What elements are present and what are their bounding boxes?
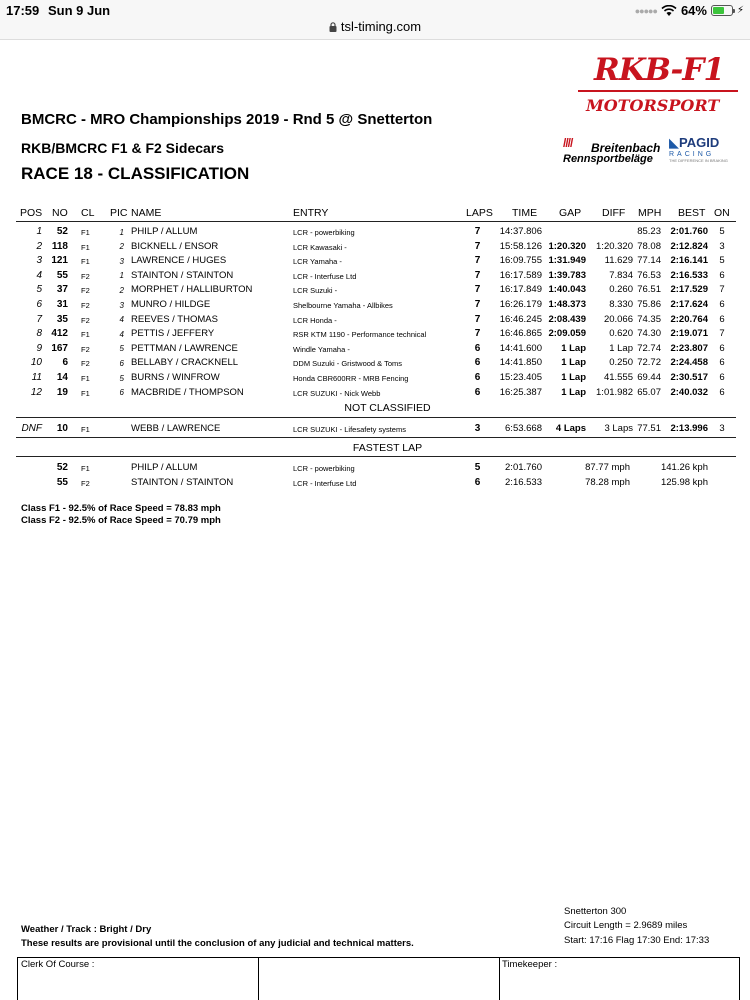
pagid-logo bbox=[669, 135, 739, 165]
on-cell: 6 bbox=[719, 386, 725, 398]
col-gap: GAP bbox=[559, 207, 582, 219]
pos-cell: 6 bbox=[36, 299, 42, 310]
col-no: NO bbox=[52, 207, 68, 219]
diff-cell: 1:01.982 bbox=[596, 386, 633, 398]
number-cell: 10 bbox=[56, 423, 68, 434]
best-cell: 2:20.764 bbox=[670, 313, 708, 325]
table-row bbox=[0, 255, 750, 270]
diff-cell: 11.629 bbox=[604, 255, 633, 267]
col-pos: POS bbox=[20, 207, 43, 219]
pos-cell: 8 bbox=[36, 328, 42, 340]
status-date: Sun 9 Jun bbox=[48, 3, 111, 18]
entry-cell: Shelbourne Yamaha - Allbikes bbox=[293, 301, 393, 310]
best-cell: 2:17.529 bbox=[670, 284, 708, 296]
gap-cell: 1 Lap bbox=[561, 372, 586, 383]
on-cell: 6 bbox=[719, 372, 725, 383]
time-cell: 16:46.865 bbox=[499, 328, 542, 340]
race-times: Start: 17:16 Flag 17:30 End: 17:33 bbox=[564, 935, 710, 946]
entry-cell: LCR - powerbiking bbox=[293, 464, 355, 473]
on-cell: 6 bbox=[719, 342, 725, 354]
best-cell: 2:23.807 bbox=[670, 342, 708, 354]
mph-cell: 69.44 bbox=[637, 372, 661, 383]
pos-cell: 12 bbox=[30, 386, 42, 398]
col-diff: DIFF bbox=[602, 207, 626, 219]
table-row bbox=[0, 328, 750, 343]
table-row bbox=[0, 372, 750, 387]
number-cell: 37 bbox=[56, 284, 68, 296]
name-cell: MACBRIDE / THOMPSON bbox=[131, 386, 244, 398]
number-cell: 121 bbox=[51, 255, 68, 267]
diff-cell: 8.330 bbox=[609, 299, 633, 310]
pos-cell: DNF bbox=[21, 423, 42, 434]
pagid-name-text: PAGID bbox=[679, 135, 720, 150]
fastest-lap-row bbox=[0, 462, 750, 477]
number-cell: 55 bbox=[56, 269, 68, 281]
breitenbach-name: Breitenbach bbox=[591, 141, 661, 155]
diff-cell: 0.260 bbox=[609, 284, 633, 296]
gap-cell: 1:20.320 bbox=[548, 240, 586, 252]
entry-cell: LCR Suzuki - bbox=[293, 286, 338, 296]
laps-cell: 3 bbox=[474, 423, 481, 434]
gap-cell: 4 Laps bbox=[555, 423, 586, 434]
class-cell: F1 bbox=[81, 330, 90, 340]
on-cell: 6 bbox=[719, 313, 725, 325]
class-cell: F2 bbox=[81, 286, 90, 296]
on-cell: 6 bbox=[719, 299, 725, 310]
pagid-sub: RACING bbox=[669, 151, 715, 158]
laps-cell: 6 bbox=[474, 372, 481, 383]
pos-cell: 5 bbox=[36, 284, 42, 296]
laps-cell: 7 bbox=[474, 299, 481, 310]
pic-cell: 3 bbox=[119, 256, 124, 266]
pos-cell: 10 bbox=[30, 357, 42, 369]
time-cell: 16:17.849 bbox=[499, 284, 542, 296]
pos-cell: 2 bbox=[36, 240, 42, 252]
number-cell: 167 bbox=[51, 342, 68, 354]
pos-cell: 1 bbox=[36, 226, 42, 237]
diff-cell: 20.066 bbox=[603, 313, 633, 325]
col-name: NAME bbox=[131, 207, 162, 219]
laps-cell: 6 bbox=[474, 386, 481, 398]
class-cell: F1 bbox=[81, 374, 90, 383]
pos-cell: 3 bbox=[36, 255, 42, 267]
battery-fill bbox=[713, 7, 725, 14]
mph-cell: 65.07 bbox=[637, 386, 661, 398]
pagid-name bbox=[669, 135, 739, 151]
best-cell: 2:30.517 bbox=[670, 372, 708, 383]
class-cell: F2 bbox=[81, 271, 90, 281]
on-cell: 7 bbox=[719, 284, 725, 296]
col-entry: ENTRY bbox=[293, 207, 329, 219]
signature-box bbox=[17, 957, 740, 1000]
laps-cell: 6 bbox=[474, 342, 481, 354]
number-cell: 118 bbox=[51, 240, 68, 252]
lap-time-cell: 2:01.760 bbox=[505, 462, 542, 473]
number-cell: 412 bbox=[51, 328, 68, 340]
on-cell: 5 bbox=[719, 255, 725, 267]
mph-cell: 74.35 bbox=[637, 313, 661, 325]
breitenbach-logo bbox=[563, 134, 663, 164]
race-title: RACE 18 - CLASSIFICATION bbox=[21, 164, 250, 183]
number-cell: 52 bbox=[56, 462, 68, 473]
laps-cell: 7 bbox=[474, 284, 481, 296]
on-cell: 3 bbox=[719, 240, 725, 252]
pic-cell: 2 bbox=[119, 285, 124, 295]
laps-cell: 7 bbox=[474, 313, 481, 325]
time-cell: 16:26.179 bbox=[499, 299, 542, 310]
time-cell: 14:41.850 bbox=[499, 357, 542, 369]
signature-divider-2 bbox=[499, 957, 500, 1000]
url-bar[interactable] bbox=[0, 19, 750, 40]
class-f2-speed-note: Class F2 - 92.5% of Race Speed = 70.79 mph bbox=[21, 515, 221, 526]
charging-icon: ⚡ bbox=[736, 5, 744, 16]
table-row bbox=[0, 314, 750, 329]
diff-cell: 7.834 bbox=[609, 269, 633, 281]
gap-cell: 1 Lap bbox=[561, 357, 586, 369]
provisional-note: These results are provisional until the conclusion of any judicial and technical matters. bbox=[21, 938, 414, 949]
entry-cell: LCR SUZUKI - Nick Webb bbox=[293, 388, 381, 398]
class-title: RKB/BMCRC F1 & F2 Sidecars bbox=[21, 140, 225, 156]
pos-cell: 4 bbox=[36, 269, 42, 281]
lap-cell: 5 bbox=[474, 462, 481, 473]
entry-cell: LCR - Interfuse Ltd bbox=[293, 478, 357, 488]
laps-cell: 7 bbox=[474, 328, 481, 340]
circuit-length: Circuit Length = 2.9689 miles bbox=[564, 920, 688, 931]
diff-cell: 1:20.320 bbox=[596, 240, 633, 252]
time-cell: 6:53.668 bbox=[505, 423, 542, 434]
laps-cell: 7 bbox=[474, 269, 481, 281]
table-row bbox=[0, 423, 750, 438]
name-cell: MUNRO / HILDGE bbox=[131, 299, 211, 310]
mph-cell: 85.23 bbox=[637, 226, 661, 237]
diff-cell: 3 Laps bbox=[604, 423, 633, 434]
name-cell: PHILP / ALLUM bbox=[131, 462, 198, 473]
on-cell: 6 bbox=[719, 269, 725, 281]
gap-cell: 2:09.059 bbox=[548, 328, 586, 340]
laps-cell: 7 bbox=[474, 226, 481, 237]
name-cell: BURNS / WINFROW bbox=[131, 372, 220, 383]
time-cell: 16:25.387 bbox=[499, 386, 542, 398]
best-cell: 2:24.458 bbox=[670, 357, 708, 369]
name-cell: PHILP / ALLUM bbox=[131, 226, 198, 237]
mph-cell: 72.72 bbox=[637, 357, 661, 369]
number-cell: 19 bbox=[56, 386, 68, 398]
mph-cell: 77.51 bbox=[637, 423, 661, 434]
table-row bbox=[0, 387, 750, 402]
name-cell: BELLABY / CRACKNELL bbox=[131, 357, 239, 369]
mph-cell: 74.30 bbox=[637, 328, 661, 340]
entry-cell: LCR Yamaha - bbox=[293, 257, 342, 267]
table-row bbox=[0, 226, 750, 241]
time-cell: 16:17.589 bbox=[499, 269, 542, 281]
pic-cell: 3 bbox=[119, 300, 124, 310]
best-cell: 2:01.760 bbox=[670, 226, 708, 237]
pic-cell: 6 bbox=[119, 358, 124, 368]
gap-cell: 1 Lap bbox=[561, 342, 586, 354]
pic-cell: 2 bbox=[119, 242, 124, 252]
rkb-f1-logo: RKB-F1 bbox=[594, 52, 724, 88]
mph-cell: 76.53 bbox=[637, 269, 661, 281]
laps-cell: 6 bbox=[474, 357, 481, 369]
diff-cell: 1 Lap bbox=[609, 342, 633, 354]
fastest-lap-title: FASTEST LAP bbox=[352, 442, 423, 454]
class-cell: F2 bbox=[81, 301, 90, 310]
mph-cell: 72.74 bbox=[637, 342, 661, 354]
col-on: ON bbox=[714, 207, 730, 219]
on-cell: 6 bbox=[719, 357, 725, 369]
name-cell: REEVES / THOMAS bbox=[131, 313, 218, 325]
name-cell: LAWRENCE / HUGES bbox=[131, 255, 227, 267]
pos-cell: 11 bbox=[31, 372, 42, 383]
name-cell: BICKNELL / ENSOR bbox=[131, 240, 219, 252]
pic-cell: 1 bbox=[119, 271, 124, 281]
entry-cell: LCR Honda - bbox=[293, 315, 337, 325]
on-cell: 3 bbox=[719, 423, 725, 434]
time-cell: 14:37.806 bbox=[499, 226, 542, 237]
class-cell: F2 bbox=[81, 478, 90, 488]
pic-cell: 4 bbox=[119, 315, 124, 325]
lap-cell: 6 bbox=[474, 476, 481, 488]
time-cell: 15:23.405 bbox=[499, 372, 542, 383]
best-cell: 2:40.032 bbox=[670, 386, 708, 398]
pagid-tagline: THE DIFFERENCE IN BRAKING bbox=[669, 158, 728, 163]
pic-cell: 5 bbox=[119, 373, 124, 383]
lap-time-cell: 2:16.533 bbox=[505, 476, 542, 488]
gap-cell: 1:48.373 bbox=[548, 299, 586, 310]
laps-cell: 7 bbox=[474, 240, 481, 252]
circuit-name: Snetterton 300 bbox=[564, 906, 627, 917]
mph-cell: 75.86 bbox=[637, 299, 661, 310]
entry-cell: RSR KTM 1190 - Performance technical bbox=[293, 330, 427, 340]
number-cell: 55 bbox=[56, 476, 68, 488]
clerk-of-course-label: Clerk Of Course : bbox=[21, 959, 95, 970]
logo-divider bbox=[578, 90, 738, 92]
not-classified-rule bbox=[16, 417, 736, 418]
table-row bbox=[0, 299, 750, 314]
mph-cell: 76.51 bbox=[637, 284, 661, 296]
url-text[interactable]: tsl-timing.com bbox=[340, 19, 422, 34]
best-cell: 2:16.141 bbox=[670, 255, 708, 267]
class-cell: F1 bbox=[81, 388, 90, 398]
on-cell: 7 bbox=[719, 328, 725, 340]
entry-cell: LCR - Interfuse Ltd bbox=[293, 271, 357, 281]
time-cell: 16:46.245 bbox=[499, 313, 542, 325]
table-row bbox=[0, 270, 750, 285]
col-laps: LAPS bbox=[466, 207, 493, 219]
class-cell: F1 bbox=[81, 425, 90, 434]
class-cell: F1 bbox=[81, 257, 90, 267]
pos-cell: 7 bbox=[36, 313, 42, 325]
best-cell: 2:13.996 bbox=[670, 423, 708, 434]
best-cell: 2:17.624 bbox=[670, 299, 708, 310]
name-cell: PETTIS / JEFFERY bbox=[131, 328, 215, 340]
laps-cell: 7 bbox=[474, 255, 481, 267]
col-pic: PIC bbox=[110, 207, 128, 219]
table-row bbox=[0, 343, 750, 358]
entry-cell: DDM Suzuki - Gristwood & Toms bbox=[293, 359, 403, 369]
entry-cell: LCR Kawasaki - bbox=[293, 242, 347, 252]
number-cell: 31 bbox=[56, 299, 68, 310]
entry-cell: LCR - powerbiking bbox=[293, 228, 355, 237]
gap-cell: 1:39.783 bbox=[548, 269, 586, 281]
number-cell: 35 bbox=[56, 313, 68, 325]
col-time: TIME bbox=[512, 207, 538, 219]
class-cell: F1 bbox=[81, 228, 90, 237]
not-classified-bottom-rule bbox=[16, 437, 736, 438]
breitenbach-sub: Rennsportbeläge bbox=[563, 153, 653, 165]
gap-cell: 1:31.949 bbox=[548, 255, 586, 267]
table-row bbox=[0, 357, 750, 372]
pic-cell: 4 bbox=[119, 329, 124, 339]
class-f1-speed-note: Class F1 - 92.5% of Race Speed = 78.83 mph bbox=[21, 503, 221, 514]
class-cell: F2 bbox=[81, 344, 90, 354]
col-mph: MPH bbox=[638, 207, 662, 219]
motorsport-logo-text: MOTORSPORT bbox=[586, 96, 720, 115]
header-rule bbox=[16, 221, 736, 222]
lock-icon bbox=[329, 22, 337, 32]
entry-cell: LCR SUZUKI - Lifesafety systems bbox=[293, 425, 406, 434]
time-cell: 16:09.755 bbox=[499, 255, 542, 267]
table-row bbox=[0, 241, 750, 256]
lap-kph-cell: 141.26 kph bbox=[660, 462, 708, 473]
gap-cell: 1 Lap bbox=[561, 386, 586, 398]
battery-percent: 64% bbox=[680, 3, 707, 18]
weather-track: Weather / Track : Bright / Dry bbox=[21, 924, 152, 935]
gap-cell: 1:40.043 bbox=[548, 284, 586, 296]
pic-cell: 6 bbox=[119, 388, 124, 398]
name-cell: PETTMAN / LAWRENCE bbox=[131, 342, 238, 354]
pos-cell: 9 bbox=[36, 342, 42, 354]
col-cl: CL bbox=[81, 207, 95, 219]
class-cell: F1 bbox=[81, 242, 90, 252]
lap-mph-cell: 87.77 mph bbox=[585, 462, 630, 473]
lap-kph-cell: 125.98 kph bbox=[660, 476, 708, 488]
class-cell: F1 bbox=[81, 464, 90, 473]
mph-cell: 78.08 bbox=[637, 240, 661, 252]
on-cell: 5 bbox=[719, 226, 725, 237]
best-cell: 2:16.533 bbox=[670, 269, 708, 281]
number-cell: 6 bbox=[62, 357, 68, 369]
timekeeper-label: Timekeeper : bbox=[502, 959, 558, 970]
time-cell: 14:41.600 bbox=[499, 342, 542, 354]
name-cell: STAINTON / STAINTON bbox=[131, 269, 234, 281]
time-cell: 15:58.126 bbox=[499, 240, 542, 252]
name-cell: MORPHET / HALLIBURTON bbox=[131, 284, 253, 296]
diff-cell: 0.620 bbox=[609, 328, 633, 340]
class-cell: F2 bbox=[81, 359, 90, 369]
diff-cell: 0.250 bbox=[609, 357, 633, 369]
entry-cell: Windle Yamaha - bbox=[293, 344, 350, 354]
pagid-arrow-icon: ◣ bbox=[669, 135, 679, 150]
fastest-lap-rule bbox=[16, 456, 736, 457]
best-cell: 2:19.071 bbox=[670, 328, 708, 340]
battery-icon bbox=[711, 5, 733, 16]
status-right bbox=[635, 3, 744, 18]
entry-cell: Honda CBR600RR - MRB Fencing bbox=[293, 374, 409, 383]
signal-icon: ●●●●● bbox=[634, 5, 657, 16]
breitenbach-stripes-icon: //// bbox=[563, 136, 573, 150]
lap-mph-cell: 78.28 mph bbox=[585, 476, 630, 488]
pic-cell: 1 bbox=[119, 227, 124, 237]
number-cell: 14 bbox=[56, 372, 68, 383]
col-best: BEST bbox=[678, 207, 706, 219]
table-row bbox=[0, 284, 750, 299]
class-cell: F2 bbox=[81, 315, 90, 325]
gap-cell: 2:08.439 bbox=[548, 313, 586, 325]
diff-cell: 41.555 bbox=[603, 372, 633, 383]
wifi-icon bbox=[661, 5, 677, 17]
pic-cell: 5 bbox=[119, 344, 124, 354]
championship-title: BMCRC - MRO Championships 2019 - Rnd 5 @ Snetterton bbox=[21, 111, 433, 128]
fastest-lap-row bbox=[0, 477, 750, 492]
best-cell: 2:12.824 bbox=[670, 240, 708, 252]
mph-cell: 77.14 bbox=[637, 255, 661, 267]
status-time: 17:59 bbox=[6, 3, 40, 18]
signature-divider-1 bbox=[258, 957, 259, 1000]
not-classified-title: NOT CLASSIFIED bbox=[344, 402, 431, 414]
name-cell: WEBB / LAWRENCE bbox=[131, 423, 221, 434]
number-cell: 52 bbox=[56, 226, 68, 237]
name-cell: STAINTON / STAINTON bbox=[131, 476, 234, 488]
